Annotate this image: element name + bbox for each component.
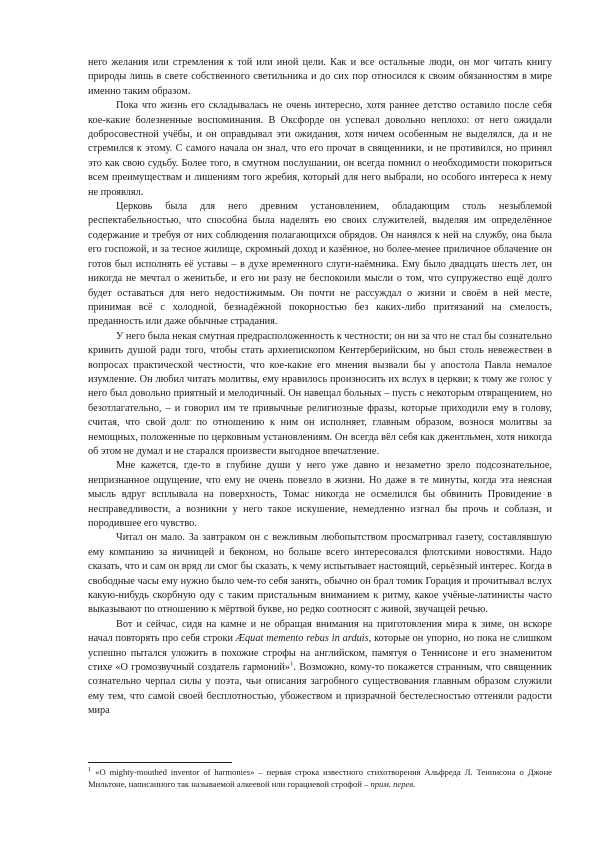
footnote-divider [88, 762, 232, 763]
footnote-text: «O mighty-mouthed inventor of harmonies» – первая строка известного стихотворения Альфреда Л. Теннисона о Джоне Мильтоне, написанного так называемой алкеевой или горациевой строфой – [88, 767, 552, 789]
paragraph-1: него желания или стремления к той или иной цели. Как и все остальные люди, он мог читать книгу природы лишь в свете собственного светильника и до сих пор относился к своим обязанностям в мире именно таким образом. [88, 57, 552, 97]
paragraph-7-start: Вот и сейчас, сидя на камне и не обращая внимания на приготовления мира к зиме, он вскоре начал повторять про себя строки [88, 618, 552, 645]
paragraph-7-middle: , которые он упорно, но пока не слишком успешно пытался уложить в похожие строфы на английском, памятуя о Теннисоне и его знаменитом стихе «О громозвучный создатель гармоний» [88, 633, 552, 674]
paragraph-7-end: . Возможно, кому-то покажется странным, что священник сознательно черпал силы у поэта, чьи описания загробного существования главным образом служили ему тем, что самой своей бесплотностью, убожеством и призрачной бестелесностью оттеняли радости мира [88, 662, 552, 717]
main-text [88, 56, 552, 719]
footnote-reference[interactable]: 1 [290, 660, 294, 668]
paragraph-6: Читал он мало. За завтраком он с вежливым любопытством просматривал газету, составлявшую ему компанию за яичницей и беконом, но больше всего интересовался флотскими новостями. Надо сказать, что и сам он вряд ли смог бы сказать, к чему испытывает настоящий, серьёзный интерес. Когда в свободные часы ему нужно было чем-то себя занять, обычно он брал томик Горация и прочитывал вслух какую-нибудь скорбную оду с таким пристальным вниманием к ритму, какое учёные-латинисты часто выказывают по отношению к мёртвой букве, но редко соотносят с живой, звучащей речью. [88, 532, 552, 616]
translator-note-label: прим. перев. [370, 779, 416, 789]
footnote [88, 766, 552, 790]
paragraph-5: Мне кажется, где-то в глубине души у него уже давно и незаметно зрело подсознательное, непризнанное ощущение, что ему не очень повезло в жизни. Но даже в те минуты, когда эта неясная мысль вдруг всплывала на поверхность, Томас никогда не осмелился бы обвинить Провидение в несправедливости, а возникни у него такое искушение, немедленно изгнал бы прочь и соблазн, и породившее его чувство. [88, 460, 552, 529]
paragraph-3: Церковь была для него древним установлением, обладающим столь незыблемой респектабельностью, что способна была наделять ею своих служителей, выделяя им определённое содержание и требуя от них соблюдения полагающихся обрядов. Он нанялся к ней на службу, она была его госпожой, и за тесное жилище, скромный доход и казённое, но более-менее приличное облачение он готов был исполнять её уставы – в духе временного слуги-наёмника. Ему было двадцать шесть лет, он никогда не мечтал о женитьбе, и его ни разу не беспокоили мысли о том, что супружество ещё долго будет оставаться для него недостижимым. Он почти не рассуждал о жизни и своём в ней месте, принимая всё с холодной, безнадёжной покорностью без каких-либо притязаний на смелость, преданность или даже обычные страдания. [88, 201, 552, 328]
paragraph-2: Пока что жизнь его складывалась не очень интересно, хотя раннее детство оставило после себя кое-какие болезненные воспоминания. В Оксфорде он успевал довольно неплохо: от него ожидали добросовестной учёбы, и он оправдывал эти ожидания, хотя ничем особенным не выделялся, да и не стремился к этому. С самого начала он знал, что его прочат в священники, и не противился, но принял это как свою судьбу. Более того, в смутном послушании, он всегда помнил о необходимости покориться всем преимуществам и лишениям того жребия, который для него выбрали, но особого интереса к нему не проявлял. [88, 100, 552, 198]
paragraph-4: У него была некая смутная предрасположенность к честности; он ни за что не стал бы сознательно кривить душой ради того, чтобы стать архиепископом Кентерберийским, но был столь невежествен в вопросах практической честности, что кое-какие его мнения вызвали бы у апостола Павла немалое изумление. Он любил читать молитвы, ему нравилось произносить их вслух в церкви; к тому же голос у него был довольно приятный и мелодичный. Он навещал больных – пусть с некоторым отвращением, но безотлагательно, – и говорил им те привычные религиозные фразы, которые приходили ему в голову, считая, что свой долг по отношению к ним он исполняет, главным образом, вознося молитвы за немощных, положенные по церковным установлениям. Он всегда вёл себя как джентльмен, хотя никогда об этом не думал и не старался произвести выгодное впечатление. [88, 330, 552, 457]
latin-quote: Æquat memento rebus in arduis [235, 633, 369, 645]
paragraph-7 [88, 618, 552, 719]
footnote-marker: 1 [88, 766, 92, 774]
